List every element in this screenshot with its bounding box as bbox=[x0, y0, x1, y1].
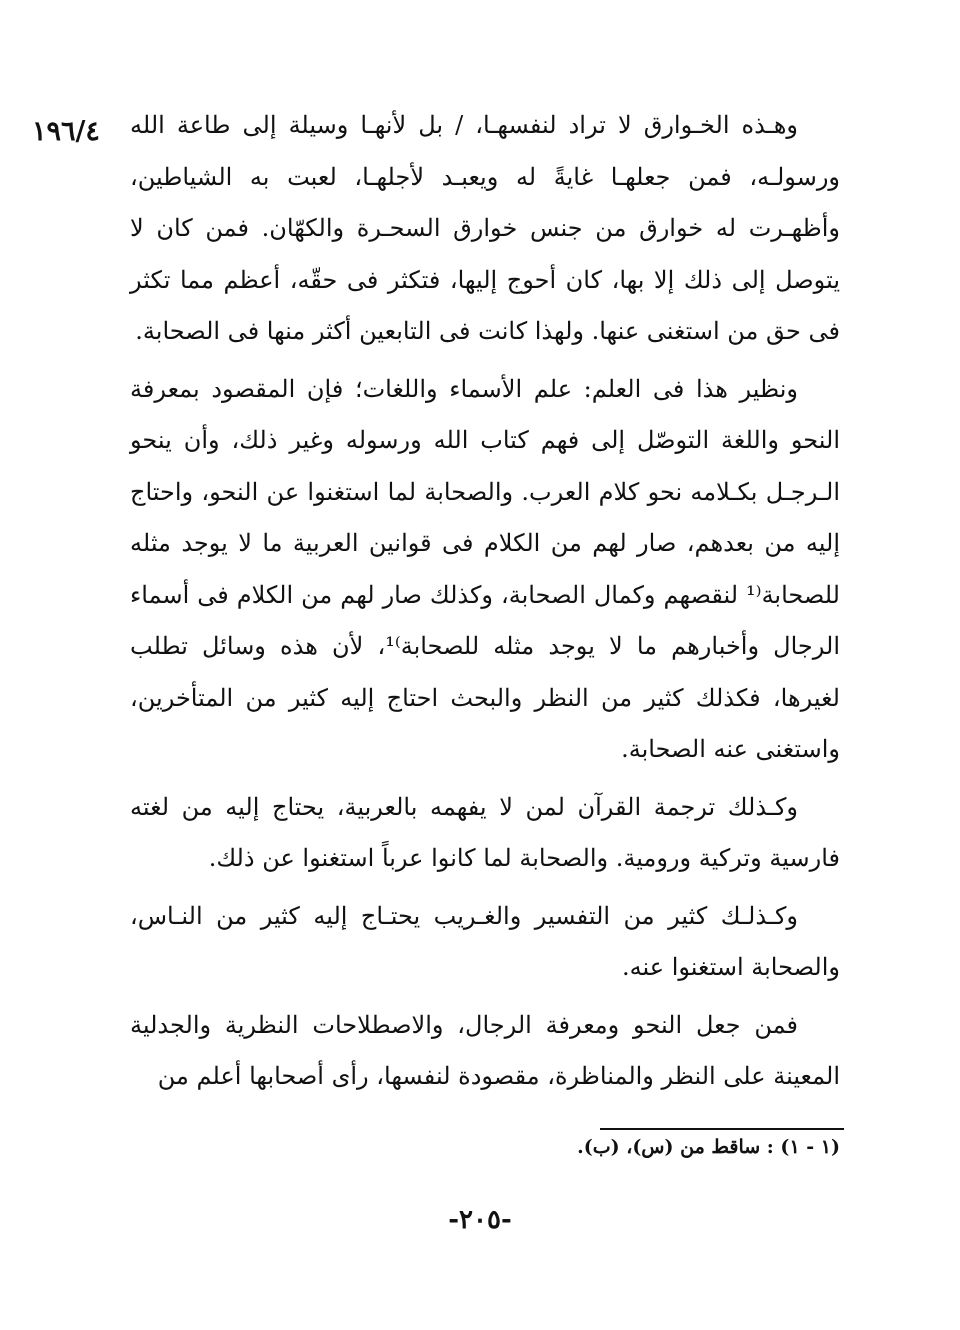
footnote-divider bbox=[600, 1128, 844, 1130]
page-number: -٢٠٥- bbox=[448, 1205, 512, 1235]
margin-reference: ١٩٦/٤ bbox=[32, 116, 100, 147]
footnote: (١ - ١) : ساقط من (س)، (ب). bbox=[577, 1136, 840, 1158]
paragraph-2: ونظير هذا فى العلم: علم الأسماء واللغات؛ فإن المقصود بمعرفة النحو واللغة التوصّل إلى فهم كتاب الله ورسوله وغير ذلك، وأن ينحو الـرجـل بكـلامه نحو كلام العرب. والصحابة لما استغنوا عن النحو، واحتاج إليه من بعدهم، صار لهم من الكلام فى قوانين العربية ما لا يوجد مثله للصحابة⁽¹ لنقصهم وكمال الصحابة، وكذلك صار لهم من الكلام فى أسماء الرجال وأخبارهم ما لا يوجد مثله للصحابة⁾¹، لأن هذه وسائل تطلب لغيرها، فكذلك كثير من النظر والبحث احتاج إليه كثير من المتأخرين، واستغنى عنه الصحابة. bbox=[130, 374, 840, 763]
paragraph-3: وكـذلك ترجمة القرآن لمن لا يفهمه بالعربية، يحتاج إليه من لغته فارسية وتركية ورومية. والصحابة لما كانوا عرباً استغنوا عن ذلك. bbox=[130, 792, 840, 872]
paragraph-5: فمن جعل النحو ومعرفة الرجال، والاصطلاحات النظرية والجدلية المعينة على النظر والمناظرة، مقصودة لنفسها، رأى أصحابها أعلم من bbox=[130, 1010, 840, 1090]
body-text bbox=[130, 100, 840, 1109]
paragraph-4: وكـذلـك كثير من التفسير والغـريب يحتـاج إليه كثير من النـاس، والصحابة استغنوا عنه. bbox=[130, 901, 840, 981]
paragraph-1: وهـذه الخـوارق لا تراد لنفسهـا، / بل لأنهـا وسيلة إلى طاعة الله ورسولـه، فمن جعلهـا غايةً له ويعبـد لأجلهـا، لعبت به الشياطين، وأظهـرت له خوارق من جنس خوارق السحـرة والكهّان. فمن كان لا يتوصل إلى ذلك إلا بها، كان أحوج إليها، فتكثر فى حقّه، أعظم مما تكثر فى حق من استغنى عنها. ولهذا كانت فى التابعين أكثر منها فى الصحابة. bbox=[130, 111, 840, 345]
